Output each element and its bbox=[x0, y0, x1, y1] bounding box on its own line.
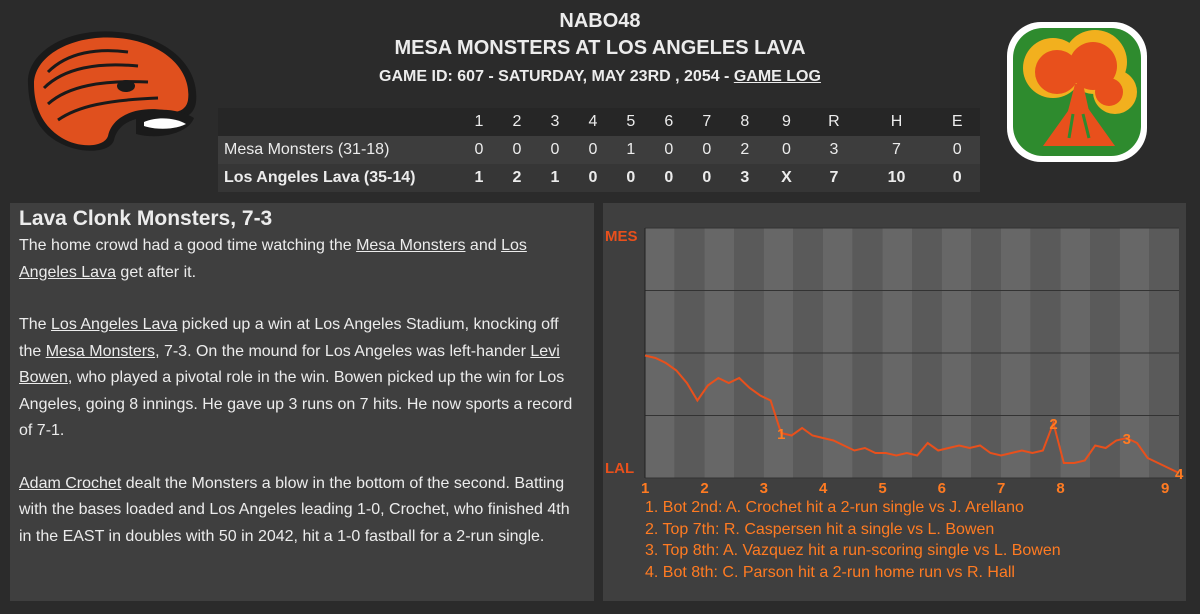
linescore-header-cell: 9 bbox=[782, 113, 791, 130]
linescore-cell: 1 bbox=[474, 169, 484, 186]
linescore-cell: 0 bbox=[588, 169, 598, 186]
team-link-los-angeles-lava[interactable]: Los Angeles Lava bbox=[19, 237, 527, 281]
linescore-header-cell: R bbox=[828, 113, 840, 130]
linescore-header-cell: E bbox=[951, 113, 963, 130]
linescore-cell: X bbox=[781, 169, 792, 186]
linescore-header-cell: 5 bbox=[626, 113, 636, 130]
linescore-cell: 1 bbox=[626, 141, 636, 158]
linescore-header-cell: H bbox=[890, 113, 903, 130]
linescore-cell: 0 bbox=[588, 141, 598, 158]
game-story-panel bbox=[10, 203, 594, 601]
inning-label: 3 bbox=[759, 480, 769, 493]
key-event-item: 3. Top 8th: A. Vazquez hit a run-scoring single vs L. Bowen bbox=[645, 542, 1061, 559]
linescore-cell: 0 bbox=[550, 141, 560, 158]
linescore-header-cell: 4 bbox=[588, 113, 598, 130]
linescore-home-row bbox=[218, 164, 980, 192]
event-marker: 3 bbox=[1122, 431, 1131, 448]
linescore-header-cell: 1 bbox=[474, 113, 484, 130]
story-text: and bbox=[465, 237, 502, 254]
linescore-cell: 3 bbox=[829, 141, 839, 158]
linescore-corner bbox=[218, 108, 460, 136]
story-text: The home crowd had a good time watching the bbox=[19, 237, 357, 254]
story-text: The bbox=[19, 316, 52, 333]
inning-label: 6 bbox=[937, 480, 947, 493]
inning-label: 8 bbox=[1056, 480, 1065, 493]
linescore-header-cell: 3 bbox=[550, 113, 560, 130]
story-text: , 7-3. On the mound for Los Angeles was left-hander bbox=[155, 342, 531, 360]
key-events-list bbox=[645, 497, 1061, 583]
linescore-header-cell: 8 bbox=[740, 113, 750, 130]
linescore-cell: 0 bbox=[952, 169, 962, 186]
inning-label: 5 bbox=[878, 480, 887, 493]
player-link-adam-crochet[interactable]: Adam Crochet bbox=[19, 474, 122, 492]
team-link-los-angeles-lava[interactable]: Los Angeles Lava bbox=[51, 316, 178, 333]
linescore-cell: 3 bbox=[740, 169, 750, 186]
key-event-item: 1. Bot 2nd: A. Crochet hit a 2-run single vs J. Arellano bbox=[645, 499, 1024, 516]
story-headline: Lava Clonk Monsters, 7-3 bbox=[19, 207, 273, 230]
story-paragraph bbox=[10, 312, 594, 445]
story-paragraph bbox=[10, 471, 594, 551]
linescore-cell: 7 bbox=[829, 169, 839, 186]
linescore-cell: 7 bbox=[892, 141, 901, 158]
inning-label: 2 bbox=[700, 480, 709, 493]
inning-label: 1 bbox=[641, 480, 650, 493]
linescore-cell: 0 bbox=[702, 169, 712, 186]
event-marker: 2 bbox=[1049, 416, 1058, 433]
home-team-axis-label: LAL bbox=[605, 460, 635, 477]
win-probability-panel bbox=[603, 203, 1186, 601]
story-text: picked up a win at Los Angeles Stadium, knocking off the bbox=[19, 316, 559, 360]
inning-label: 9 bbox=[1161, 480, 1170, 493]
team-link-mesa-monsters[interactable]: Mesa Monsters bbox=[45, 342, 156, 360]
linescore-cell: 0 bbox=[664, 141, 674, 158]
linescore-cell: 2 bbox=[740, 141, 750, 158]
linescore-cell: 0 bbox=[782, 141, 791, 158]
linescore-cell: 0 bbox=[626, 169, 636, 186]
linescore-header-cell: 7 bbox=[702, 113, 712, 130]
story-paragraph bbox=[10, 233, 594, 286]
team-link-mesa-monsters[interactable]: Mesa Monsters bbox=[356, 237, 466, 254]
game-log-link[interactable]: GAME LOG bbox=[733, 68, 821, 85]
key-event-item: 4. Bot 8th: C. Parson hit a 2-run home run vs R. Hall bbox=[645, 563, 1015, 581]
linescore-cell: 0 bbox=[952, 141, 962, 158]
story-text: dealt the Monsters a blow in the bottom of the second. Batting with the bases loaded and Los Angeles leading 1-0, Crochet, who finished 4th in the EAST in doubles with 50 in 2042, hit a 1-0 fastball for a 2-run single. bbox=[19, 474, 570, 545]
story-text: get after it. bbox=[115, 263, 197, 281]
linescore-cell: 0 bbox=[512, 141, 522, 158]
linescore-table bbox=[218, 108, 980, 192]
key-event-item: 2. Top 7th: R. Caspersen hit a single vs L. Bowen bbox=[645, 520, 995, 538]
player-link-levi-bowen[interactable]: Levi Bowen bbox=[19, 342, 560, 386]
matchup-title: MESA MONSTERS AT LOS ANGELES LAVA bbox=[394, 37, 806, 59]
linescore-cell: 1 bbox=[550, 169, 560, 186]
story-text: , who played a pivotal role in the win. Bowen picked up the win for Los Angeles, going 8 innings. He gave up 3 runs on 7 hits. He now sports a record of 7-1. bbox=[19, 369, 573, 439]
los-angeles-lava-logo bbox=[1003, 18, 1151, 166]
linescore-away-row bbox=[218, 136, 980, 164]
inning-label: 4 bbox=[819, 480, 828, 493]
linescore-header-cell: 6 bbox=[664, 113, 674, 130]
home-team-name: Los Angeles Lava (35-14) bbox=[224, 169, 416, 186]
game-info-text: GAME ID: 607 - SATURDAY, MAY 23RD , 2054 - bbox=[379, 68, 734, 85]
event-marker: 4 bbox=[1175, 466, 1184, 483]
linescore-cell: 0 bbox=[474, 141, 484, 158]
mesa-monsters-logo bbox=[18, 22, 203, 157]
linescore-cell: 2 bbox=[512, 169, 522, 186]
linescore-cell: 0 bbox=[664, 169, 674, 186]
away-team-name: Mesa Monsters (31-18) bbox=[224, 141, 390, 158]
linescore-header-row bbox=[218, 108, 980, 136]
linescore-cell: 0 bbox=[702, 141, 712, 158]
win-probability-chart bbox=[603, 203, 1186, 493]
linescore-cell: 10 bbox=[887, 169, 906, 186]
away-team-axis-label: MES bbox=[605, 228, 638, 245]
inning-label: 7 bbox=[997, 480, 1006, 493]
linescore-header-cell: 2 bbox=[512, 113, 522, 130]
league-name: NABO48 bbox=[559, 10, 641, 32]
event-marker: 1 bbox=[777, 426, 786, 443]
